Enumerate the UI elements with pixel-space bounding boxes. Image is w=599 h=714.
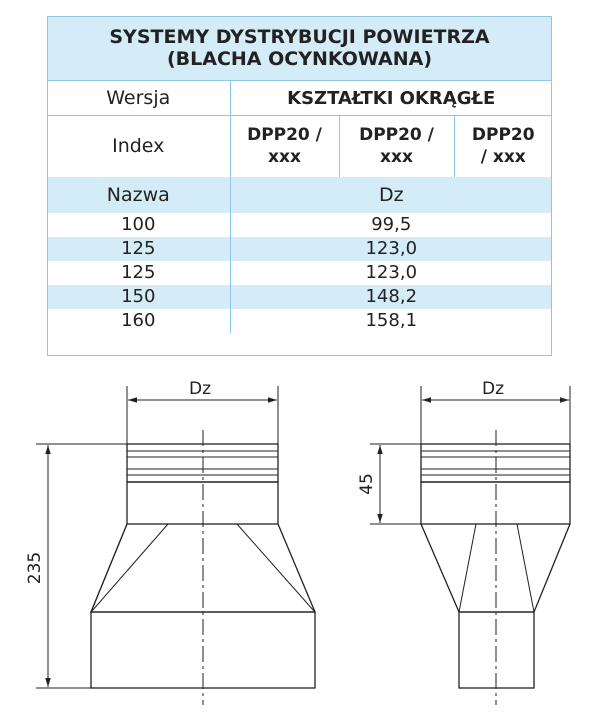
row-nazwa: 125 <box>47 237 230 261</box>
table-row <box>47 213 552 237</box>
title-row <box>47 16 552 81</box>
technical-drawing <box>0 360 599 714</box>
table-row <box>47 237 552 261</box>
row-nazwa: 100 <box>47 213 230 237</box>
left-reducer-drawing <box>36 386 315 705</box>
row-dz: 99,5 <box>371 214 412 235</box>
index-code-3-line1: DPP20 <box>471 125 535 146</box>
row-dz: 148,2 <box>230 285 552 309</box>
index-label: Index <box>47 116 230 177</box>
right-dz-label: Dz <box>481 379 505 399</box>
name-row <box>47 177 552 213</box>
spec-table <box>47 16 552 333</box>
index-code-2 <box>339 116 454 177</box>
right-cone-fold-2 <box>517 524 534 612</box>
title-line-1: SYSTEMY DYSTRYBUCJI POWIETRZA <box>109 26 490 48</box>
name-value: Dz <box>230 177 552 213</box>
index-code-1-line1: DPP20 / <box>247 125 322 146</box>
left-cone-edge <box>91 524 127 612</box>
title-line-2: (BLACHA OCYNKOWANA) <box>166 48 433 70</box>
index-code-2-line1: DPP20 / <box>359 125 434 146</box>
index-code-3 <box>454 116 552 177</box>
left-cone-fold-2 <box>237 524 314 611</box>
left-cone-fold-1 <box>92 524 168 611</box>
right-reducer-drawing <box>370 386 570 705</box>
version-row <box>47 81 552 116</box>
row-nazwa: 150 <box>47 285 230 309</box>
row-dz: 123,0 <box>230 237 552 261</box>
name-label: Nazwa <box>47 177 230 213</box>
table-title <box>47 16 552 81</box>
left-dz-label: Dz <box>188 379 212 399</box>
row-dz: 158,1 <box>365 310 418 331</box>
index-code-1-line2: xxx <box>268 147 301 168</box>
left-height-label: 235 <box>25 551 45 585</box>
version-label: Wersja <box>47 81 230 116</box>
row-nazwa: 125 <box>47 261 230 285</box>
index-code-2-line2: xxx <box>380 147 413 168</box>
right-cone-fold-1 <box>459 524 476 612</box>
row-dz: 123,0 <box>365 262 418 283</box>
table-row <box>47 285 552 309</box>
table-row <box>47 309 552 333</box>
index-code-3-line2: / xxx <box>480 147 526 168</box>
table-row <box>47 261 552 285</box>
right-height-label: 45 <box>357 473 377 495</box>
index-row <box>47 116 552 177</box>
index-code-1 <box>230 116 339 177</box>
version-value: KSZTAŁTKI OKRĄGŁE <box>230 81 552 116</box>
row-nazwa: 160 <box>47 309 230 333</box>
